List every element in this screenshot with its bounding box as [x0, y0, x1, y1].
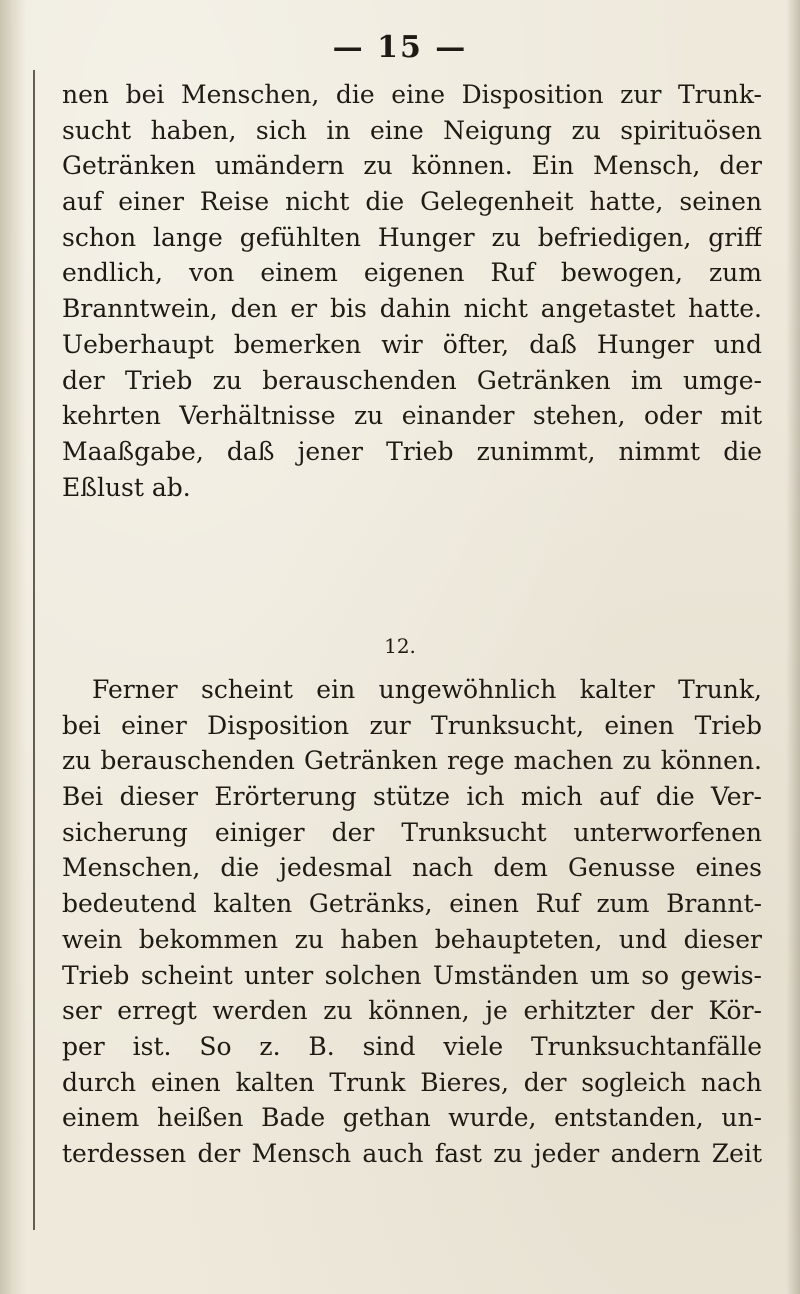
text-line: durch einen kalten Trunk Bieres, der sogleich nach [62, 1067, 762, 1097]
text-line: endlich, von einem eigenen Ruf bewogen, zum [62, 258, 762, 288]
text-line: kehrten Verhältnisse zu einander stehen, oder mit [62, 401, 762, 431]
section-number: 12. [384, 634, 416, 658]
text-line: bei einer Disposition zur Trunksucht, einen Trieb [62, 710, 762, 740]
text-line: terdessen der Mensch auch fast zu jeder andern Zeit [62, 1138, 762, 1168]
text-line: zu berauschenden Getränken rege machen zu können. [62, 746, 762, 776]
text-line: bedeutend kalten Getränks, einen Ruf zum Brannt- [62, 889, 762, 919]
text-line: Bei dieser Erörterung stütze ich mich auf die Ver- [62, 782, 762, 812]
text-line: per ist. So z. B. sind viele Trunksuchtanfälle [62, 1031, 762, 1061]
text-line: ser erregt werden zu können, je erhitzter der Kör- [62, 996, 762, 1026]
paragraph-2 [62, 672, 762, 1172]
page-number-header: — 15 — [332, 30, 468, 65]
text-line: Branntwein, den er bis dahin nicht angetastet hatte. [62, 294, 762, 324]
text-line: sucht haben, sich in eine Neigung zu spirituösen [62, 115, 762, 145]
text-line: Trieb scheint unter solchen Umständen um so gewis- [62, 960, 762, 990]
text-line: Eßlust ab. [62, 472, 191, 502]
text-line: Menschen, die jedesmal nach dem Genusse eines [62, 853, 762, 883]
text-line: Ueberhaupt bemerken wir öfter, daß Hunger und [62, 329, 762, 359]
text-line: einem heißen Bade gethan wurde, entstanden, un- [62, 1103, 762, 1133]
text-line: schon lange gefühlten Hunger zu befriedigen, griff [62, 222, 762, 252]
text-line: sicherung einiger der Trunksucht unterworfenen [62, 817, 762, 847]
text-line: auf einer Reise nicht die Gelegenheit hatte, seinen [62, 187, 762, 217]
text-line: wein bekommen zu haben behaupteten, und dieser [62, 924, 762, 954]
text-line: nen bei Menschen, die eine Disposition zur Trunk- [62, 80, 762, 109]
text-line: Maaßgabe, daß jener Trieb zunimmt, nimmt die [62, 436, 762, 466]
text-line: der Trieb zu berauschenden Getränken im umge- [62, 365, 762, 395]
text-line: Getränken umändern zu können. Ein Mensch, der [62, 151, 762, 181]
text-line: Ferner scheint ein ungewöhnlich kalter Trunk, [92, 675, 762, 704]
paragraph-1 [62, 77, 762, 505]
